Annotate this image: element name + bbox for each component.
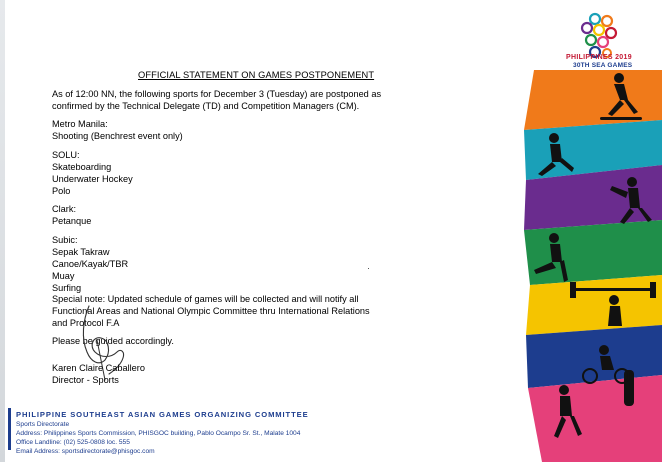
metro-manila-item: Shooting (Benchrest event only) [52, 131, 183, 141]
clark-item: Petanque [52, 216, 92, 226]
brand-line-1: PHILIPPINES 2019 [566, 54, 632, 61]
subic-item: Canoe/Kayak/TBR [52, 259, 129, 269]
subic-item: Muay [52, 271, 75, 281]
intro-line-2: confirmed by the Technical Delegate (TD) and Competition Managers (CM). [52, 101, 360, 111]
orange-band [524, 70, 662, 130]
closing-line: Please be guided accordingly. [52, 336, 174, 346]
signatory-name: Karen Claire Caballero [52, 363, 145, 373]
clark-heading: Clark: [52, 204, 76, 214]
solu-item: Polo [52, 186, 71, 196]
subic-item: Sepak Takraw [52, 247, 110, 257]
special-note-line-2: Functional Areas and National Olympic Committee thru International Relations [52, 306, 370, 316]
footer-email: Email Address: sportsdirectorate@phisgoc.com [16, 448, 155, 455]
footer-address: Address: Philippines Sports Commission, PHISGOC building, Pablo Ocampo Sr. St., Malate 1004 [16, 430, 301, 437]
footer-accent-bar [8, 408, 11, 450]
special-note-line-1: Special note: Updated schedule of games will be collected and will notify all [52, 294, 359, 304]
intro-line-1: As of 12:00 NN, the following sports for December 3 (Tuesday) are postponed as [52, 89, 382, 99]
statement-title: OFFICIAL STATEMENT ON GAMES POSTPONEMENT [138, 70, 375, 80]
subic-item: Surfing [52, 283, 82, 293]
stray-mark [368, 268, 369, 269]
footer-landline: Office Landline: (02) 525-0808 loc. 555 [16, 439, 130, 446]
solu-item: Skateboarding [52, 162, 112, 172]
metro-manila-heading: Metro Manila: [52, 119, 108, 129]
footer-org-name: PHILIPPINE SOUTHEAST ASIAN GAMES ORGANIZING COMMITTEE [16, 410, 309, 419]
footer-directorate: Sports Directorate [16, 421, 70, 428]
brand-line-2: 30TH SEA GAMES [573, 62, 633, 69]
solu-item: Underwater Hockey [52, 174, 133, 184]
left-edge-shadow [0, 0, 5, 462]
green-band [524, 220, 662, 285]
signatory-title: Director - Sports [52, 375, 119, 385]
subic-heading: Subic: [52, 235, 78, 245]
yellow-band [526, 275, 662, 335]
sports-collage-image [524, 70, 662, 462]
special-note-line-3: and Protocol F.A [52, 318, 120, 328]
solu-heading: SOLU: [52, 150, 80, 160]
pink-band [528, 375, 662, 462]
